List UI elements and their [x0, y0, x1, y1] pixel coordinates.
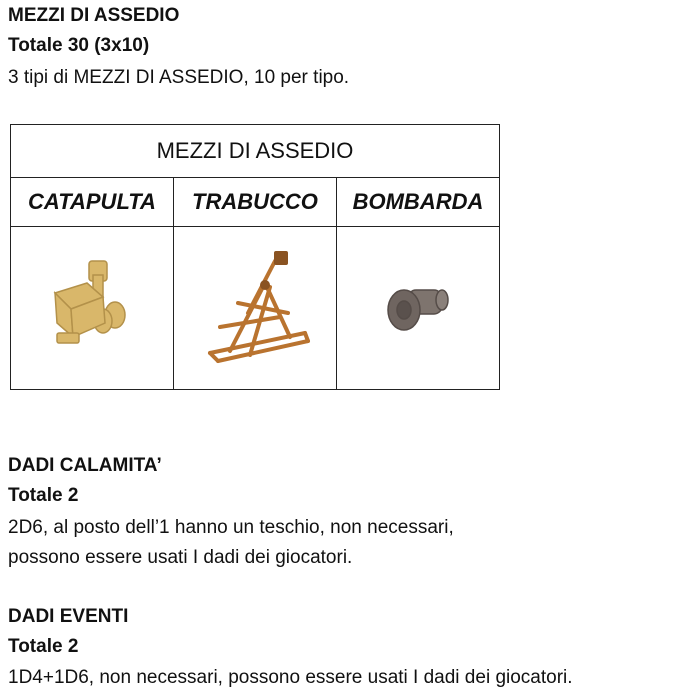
catapult-figure: [37, 253, 147, 363]
trebuchet-figure: [190, 243, 320, 373]
column-catapulta: CATAPULTA: [11, 178, 174, 227]
siege-table: [10, 124, 500, 390]
dice-events-total: Totale 2: [8, 636, 79, 657]
siege-heading: MEZZI DI ASSEDIO: [8, 5, 180, 26]
siege-total: Totale 30 (3x10): [8, 35, 150, 56]
bombard-figure: [378, 268, 458, 348]
bombard-image-cell: [337, 227, 500, 390]
dice-magnet-total: Totale 2: [8, 485, 79, 506]
catapult-image-cell: [11, 227, 174, 390]
dice-magnet-heading: DADI CALAMITA’: [8, 455, 162, 476]
dice-events-heading: DADI EVENTI: [8, 606, 129, 627]
dice-events-line-1: 1D4+1D6, non necessari, possono essere usati I dadi dei giocatori.: [8, 667, 573, 688]
dice-magnet-line-1: 2D6, al posto dell’1 hanno un teschio, non necessari,: [8, 517, 454, 538]
column-bombarda: BOMBARDA: [337, 178, 500, 227]
dice-magnet-line-2: possono essere usati I dadi dei giocatori.: [8, 547, 353, 568]
column-trabucco: TRABUCCO: [174, 178, 337, 227]
siege-table-title: MEZZI DI ASSEDIO: [11, 125, 500, 178]
trebuchet-image-cell: [174, 227, 337, 390]
siege-description: 3 tipi di MEZZI DI ASSEDIO, 10 per tipo.: [8, 67, 350, 88]
